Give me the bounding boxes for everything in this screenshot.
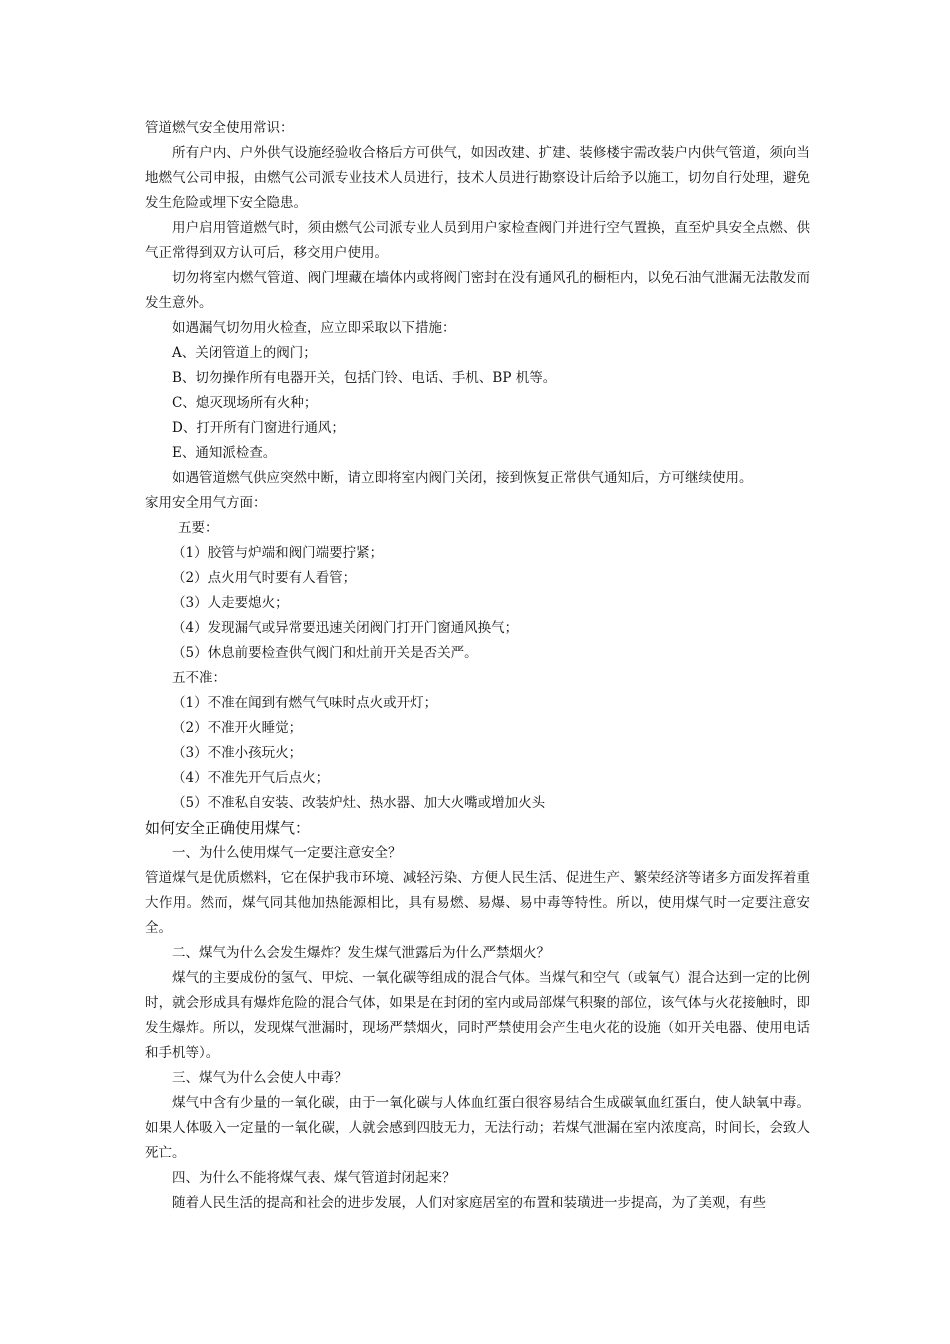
not-item-1: （1）不准在闻到有燃气气味时点火或开灯；	[172, 695, 438, 711]
question-2: 二、煤气为什么会发生爆炸？发生煤气泄露后为什么严禁烟火？	[172, 945, 550, 961]
not-item-2: （2）不准开火睡觉；	[172, 720, 303, 736]
must-item-3: （3）人走要熄火；	[172, 595, 289, 611]
list-item-d: D、打开所有门窗进行通风；	[172, 420, 345, 436]
section-title-coal-gas: 如何安全正确使用煤气：	[145, 819, 311, 837]
not-item-5: （5）不准私自安装、改装炉灶、热水器、加大火嘴或增加火头	[172, 795, 546, 811]
question-1: 一、为什么使用煤气一定要注意安全？	[172, 845, 402, 861]
section-title-pipeline-gas: 管道燃气安全使用常识：	[145, 120, 294, 136]
list-item-e: E、通知派检查。	[172, 445, 277, 461]
document-body	[145, 116, 810, 1216]
paragraph-supply-interruption: 如遇管道燃气供应突然中断，请立即将室内阀门关闭，接到恢复正常供气通知后，方可继续使用。	[172, 470, 753, 486]
answer-1: 管道煤气是优质燃料，它在保护我市环境、减轻污染、方便人民生活、促进生产、繁荣经济等诸多方面发挥着重大作用。然而，煤气同其他加热能源相比，具有易燃、易爆、易中毒等特性。所以，使用煤气时一定要注意安全。	[145, 870, 810, 936]
paragraph-installation: 所有户内、户外供气设施经验收合格后方可供气，如因改建、扩建、装修楼宇需改装户内供气管道，须向当地燃气公司申报，由燃气公司派专业技术人员进行，技术人员进行勘察设计后给予以施工，切勿自行处理，避免发生危险或埋下安全隐患。	[145, 145, 810, 211]
section-title-household: 家用安全用气方面：	[145, 495, 267, 511]
question-4: 四、为什么不能将煤气表、煤气管道封闭起来？	[172, 1170, 456, 1186]
paragraph-activation: 用户启用管道燃气时，须由燃气公司派专业人员到用户家检查阀门并进行空气置换，直至炉具安全点燃、供气正常得到双方认可后，移交用户使用。	[145, 220, 810, 261]
list-item-b: B、切勿操作所有电器开关，包括门铃、电话、手机、BP 机等。	[172, 370, 557, 386]
list-item-a: A、关闭管道上的阀门；	[172, 345, 317, 361]
paragraph-leak-intro: 如遇漏气切勿用火检查，应立即采取以下措施：	[172, 320, 456, 336]
must-item-4: （4）发现漏气或异常要迅速关闭阀门打开门窗通风换气；	[172, 620, 519, 636]
question-3: 三、煤气为什么会使人中毒？	[172, 1070, 348, 1086]
not-item-3: （3）不准小孩玩火；	[172, 745, 303, 761]
answer-4-partial: 随着人民生活的提高和社会的进步发展，人们对家庭居室的布置和装璜进一步提高，为了美观，有些	[172, 1195, 766, 1211]
list-item-c: C、熄灭现场所有火种；	[172, 395, 318, 411]
must-item-1: （1）胶管与炉端和阀门端要拧紧；	[172, 545, 384, 561]
must-item-5: （5）休息前要检查供气阀门和灶前开关是否关严。	[172, 645, 478, 661]
answer-2: 煤气的主要成份的氢气、甲烷、一氧化碳等组成的混合气体。当煤气和空气（或氧气）混合达到一定的比例时，就会形成具有爆炸危险的混合气体，如果是在封闭的室内或局部煤气积聚的部位，该气体与火花接触时，即发生爆炸。所以，发现煤气泄漏时，现场严禁烟火，同时严禁使用会产生电火花的设施（如开关电器、使用电话和手机等）。	[145, 970, 810, 1061]
not-item-4: （4）不准先开气后点火；	[172, 770, 330, 786]
subheading-five-musts: 五要：	[178, 520, 219, 536]
paragraph-concealment: 切勿将室内燃气管道、阀门埋藏在墙体内或将阀门密封在没有通风孔的橱柜内，以免石油气泄漏无法散发而发生意外。	[145, 270, 810, 311]
subheading-five-nots: 五不准：	[172, 670, 226, 686]
must-item-2: （2）点火用气时要有人看管；	[172, 570, 357, 586]
answer-3: 煤气中含有少量的一氧化碳，由于一氧化碳与人体血红蛋白很容易结合生成碳氧血红蛋白，使人缺氧中毒。如果人体吸入一定量的一氧化碳，人就会感到四肢无力，无法行动；若煤气泄漏在室内浓度高，时间长，会致人死亡。	[145, 1095, 810, 1161]
